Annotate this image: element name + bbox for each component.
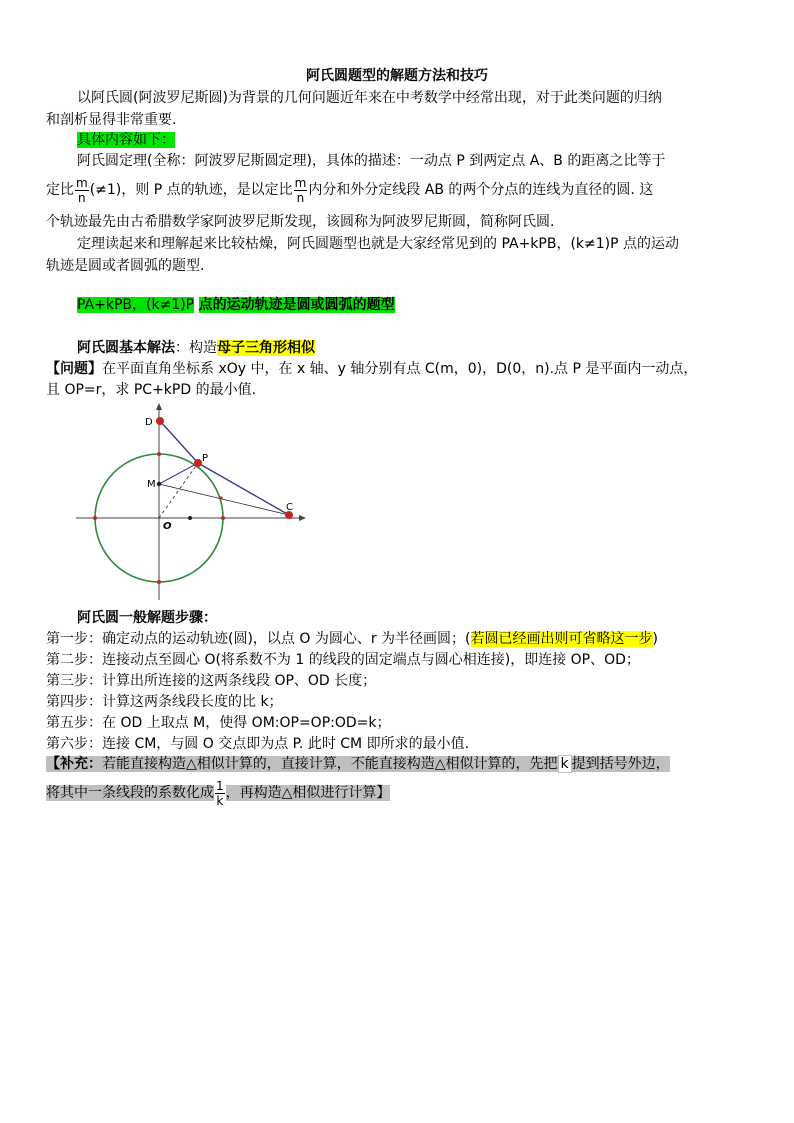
intro-line-2: 和剖析显得非常重要. xyxy=(46,112,177,128)
circle-point-small xyxy=(219,496,222,499)
y-axis-arrow-icon xyxy=(156,403,162,410)
segment-OP xyxy=(159,463,198,518)
step-6: 第六步：连接 CM，与圆 O 交点即为点 P. 此时 CM 即所求的最小值. xyxy=(46,736,470,752)
x-axis-arrow-icon xyxy=(299,515,306,521)
segment-PC xyxy=(198,463,289,515)
problem-tag: 【问题】 xyxy=(46,361,102,377)
content-header-text: 具体内容如下： xyxy=(77,132,175,148)
supplement-k: k xyxy=(558,755,572,773)
point-P xyxy=(194,459,202,467)
basic-method-colon: ：构造 xyxy=(175,340,217,356)
supplement-line-1 xyxy=(46,754,670,774)
fraction-numerator: m xyxy=(76,175,88,190)
supplement-text-1-end: 提到括号外边， xyxy=(571,756,670,772)
segment-MC xyxy=(159,484,289,515)
supplement-tag: 【补充： xyxy=(46,756,102,772)
intro-line-1 xyxy=(46,88,662,108)
fraction-m-over-n xyxy=(75,176,89,205)
theorem-line-3: 个轨迹最先由古希腊数学家阿波罗尼斯发现，该圆称为阿波罗尼斯圆，简称阿氏圆. xyxy=(46,214,555,230)
section-heading-text: 点的运动轨迹是圆或圆弧的题型 xyxy=(198,297,395,313)
problem-line-2: 且 OP=r，求 PC+kPD 的最小值. xyxy=(46,382,257,398)
supplement-text-2-pre: 将其中一条线段的系数化成 xyxy=(46,785,214,801)
section-heading-formula: PA+kPB，(k≠1)P xyxy=(77,297,195,313)
theorem-text-mid: (≠1)，则 P 点的轨迹，是以定比 xyxy=(89,182,293,198)
fraction-numerator: m xyxy=(294,175,307,190)
step-3: 第三步：计算出所连接的这两条线段 OP、OD 长度； xyxy=(46,673,377,689)
step-1-text: 第一步：确定动点的运动轨迹(圆)，以点 O 为圆心、r 为半径画圆；( xyxy=(46,631,471,647)
basic-method xyxy=(77,338,315,358)
label-O: O xyxy=(163,521,172,532)
fraction-1-over-k xyxy=(215,779,225,808)
theorem-text-pre: 定比 xyxy=(46,182,74,198)
fraction-denominator: n xyxy=(78,190,86,205)
label-C: C xyxy=(286,502,293,513)
step-5: 第五步：在 OD 上取点 M，使得 OM:OP=OP:OD=k； xyxy=(46,715,391,731)
supplement-text-2-post: ，再构造△相似进行计算】 xyxy=(225,785,391,801)
reading-line-1: 定理读起来和理解起来比较枯燥，阿氏圆题型也就是大家经常见到的 PA+kPB，(k≠1)P 点的运动 xyxy=(77,236,680,252)
problem-text-1: 在平面直角坐标系 xOy 中，在 x 轴、y 轴分别有点 C(m，0)，D(0，n).点 P 是平面内一动点， xyxy=(102,361,698,377)
intro-text-1: 以阿氏圆(阿波罗尼斯圆)为背景的几何问题近年来在中考数学中经常出现，对于此类问题的归纳 xyxy=(77,90,662,106)
fraction-denominator: k xyxy=(216,793,224,808)
theorem-line-1: 阿氏圆定理(全称：阿波罗尼斯圆定理)，具体的描述：一动点 P 到两定点 A、B 的距离之比等于 xyxy=(77,153,666,169)
steps-title: 阿氏圆一般解题步骤： xyxy=(77,610,217,626)
page-title: 阿氏圆题型的解题方法和技巧 xyxy=(306,68,488,84)
supplement-line-2 xyxy=(46,774,390,812)
label-P: P xyxy=(202,453,209,464)
geometry-figure xyxy=(70,400,310,605)
basic-method-highlight: 母子三角形相似 xyxy=(217,340,315,356)
circle-x-intersect-left xyxy=(93,516,97,520)
label-D: D xyxy=(145,417,153,428)
supplement-text-1: 若能直接构造△相似计算的，直接计算，不能直接构造△相似计算的，先把 xyxy=(102,756,558,772)
problem-line-1 xyxy=(46,359,697,379)
label-M: M xyxy=(147,479,156,490)
basic-method-label: 阿氏圆基本解法 xyxy=(77,340,175,356)
point-M xyxy=(157,482,161,486)
step-2: 第二步：连接动点至圆心 O(将系数不为 1 的线段的固定端点与圆心相连接)，即连接 OP、OD； xyxy=(46,652,640,668)
circle-y-intersect-bottom xyxy=(157,580,161,584)
fraction-denominator: n xyxy=(296,190,305,205)
fraction-numerator: 1 xyxy=(216,778,224,793)
fraction-m-over-n-2 xyxy=(294,176,308,205)
step-4: 第四步：计算这两条线段长度的比 k； xyxy=(46,694,283,710)
content-header xyxy=(77,130,175,150)
circle-x-intersect-right xyxy=(221,516,225,520)
theorem-line-2 xyxy=(46,174,653,206)
step-1 xyxy=(46,629,658,649)
point-D xyxy=(156,417,164,425)
step-1-highlight: 若圆已经画出则可省略这一步 xyxy=(470,631,653,647)
tick-point xyxy=(188,516,192,520)
theorem-text-post: 内分和外分定线段 AB 的两个分点的连线为直径的圆. 这 xyxy=(308,182,654,198)
reading-line-2: 轨迹是圆或者圆弧的题型. xyxy=(46,258,205,274)
segment-MP xyxy=(159,463,198,484)
circle-y-intersect-top xyxy=(157,452,161,456)
step-1-after: ) xyxy=(652,631,658,647)
section-heading xyxy=(77,295,395,315)
